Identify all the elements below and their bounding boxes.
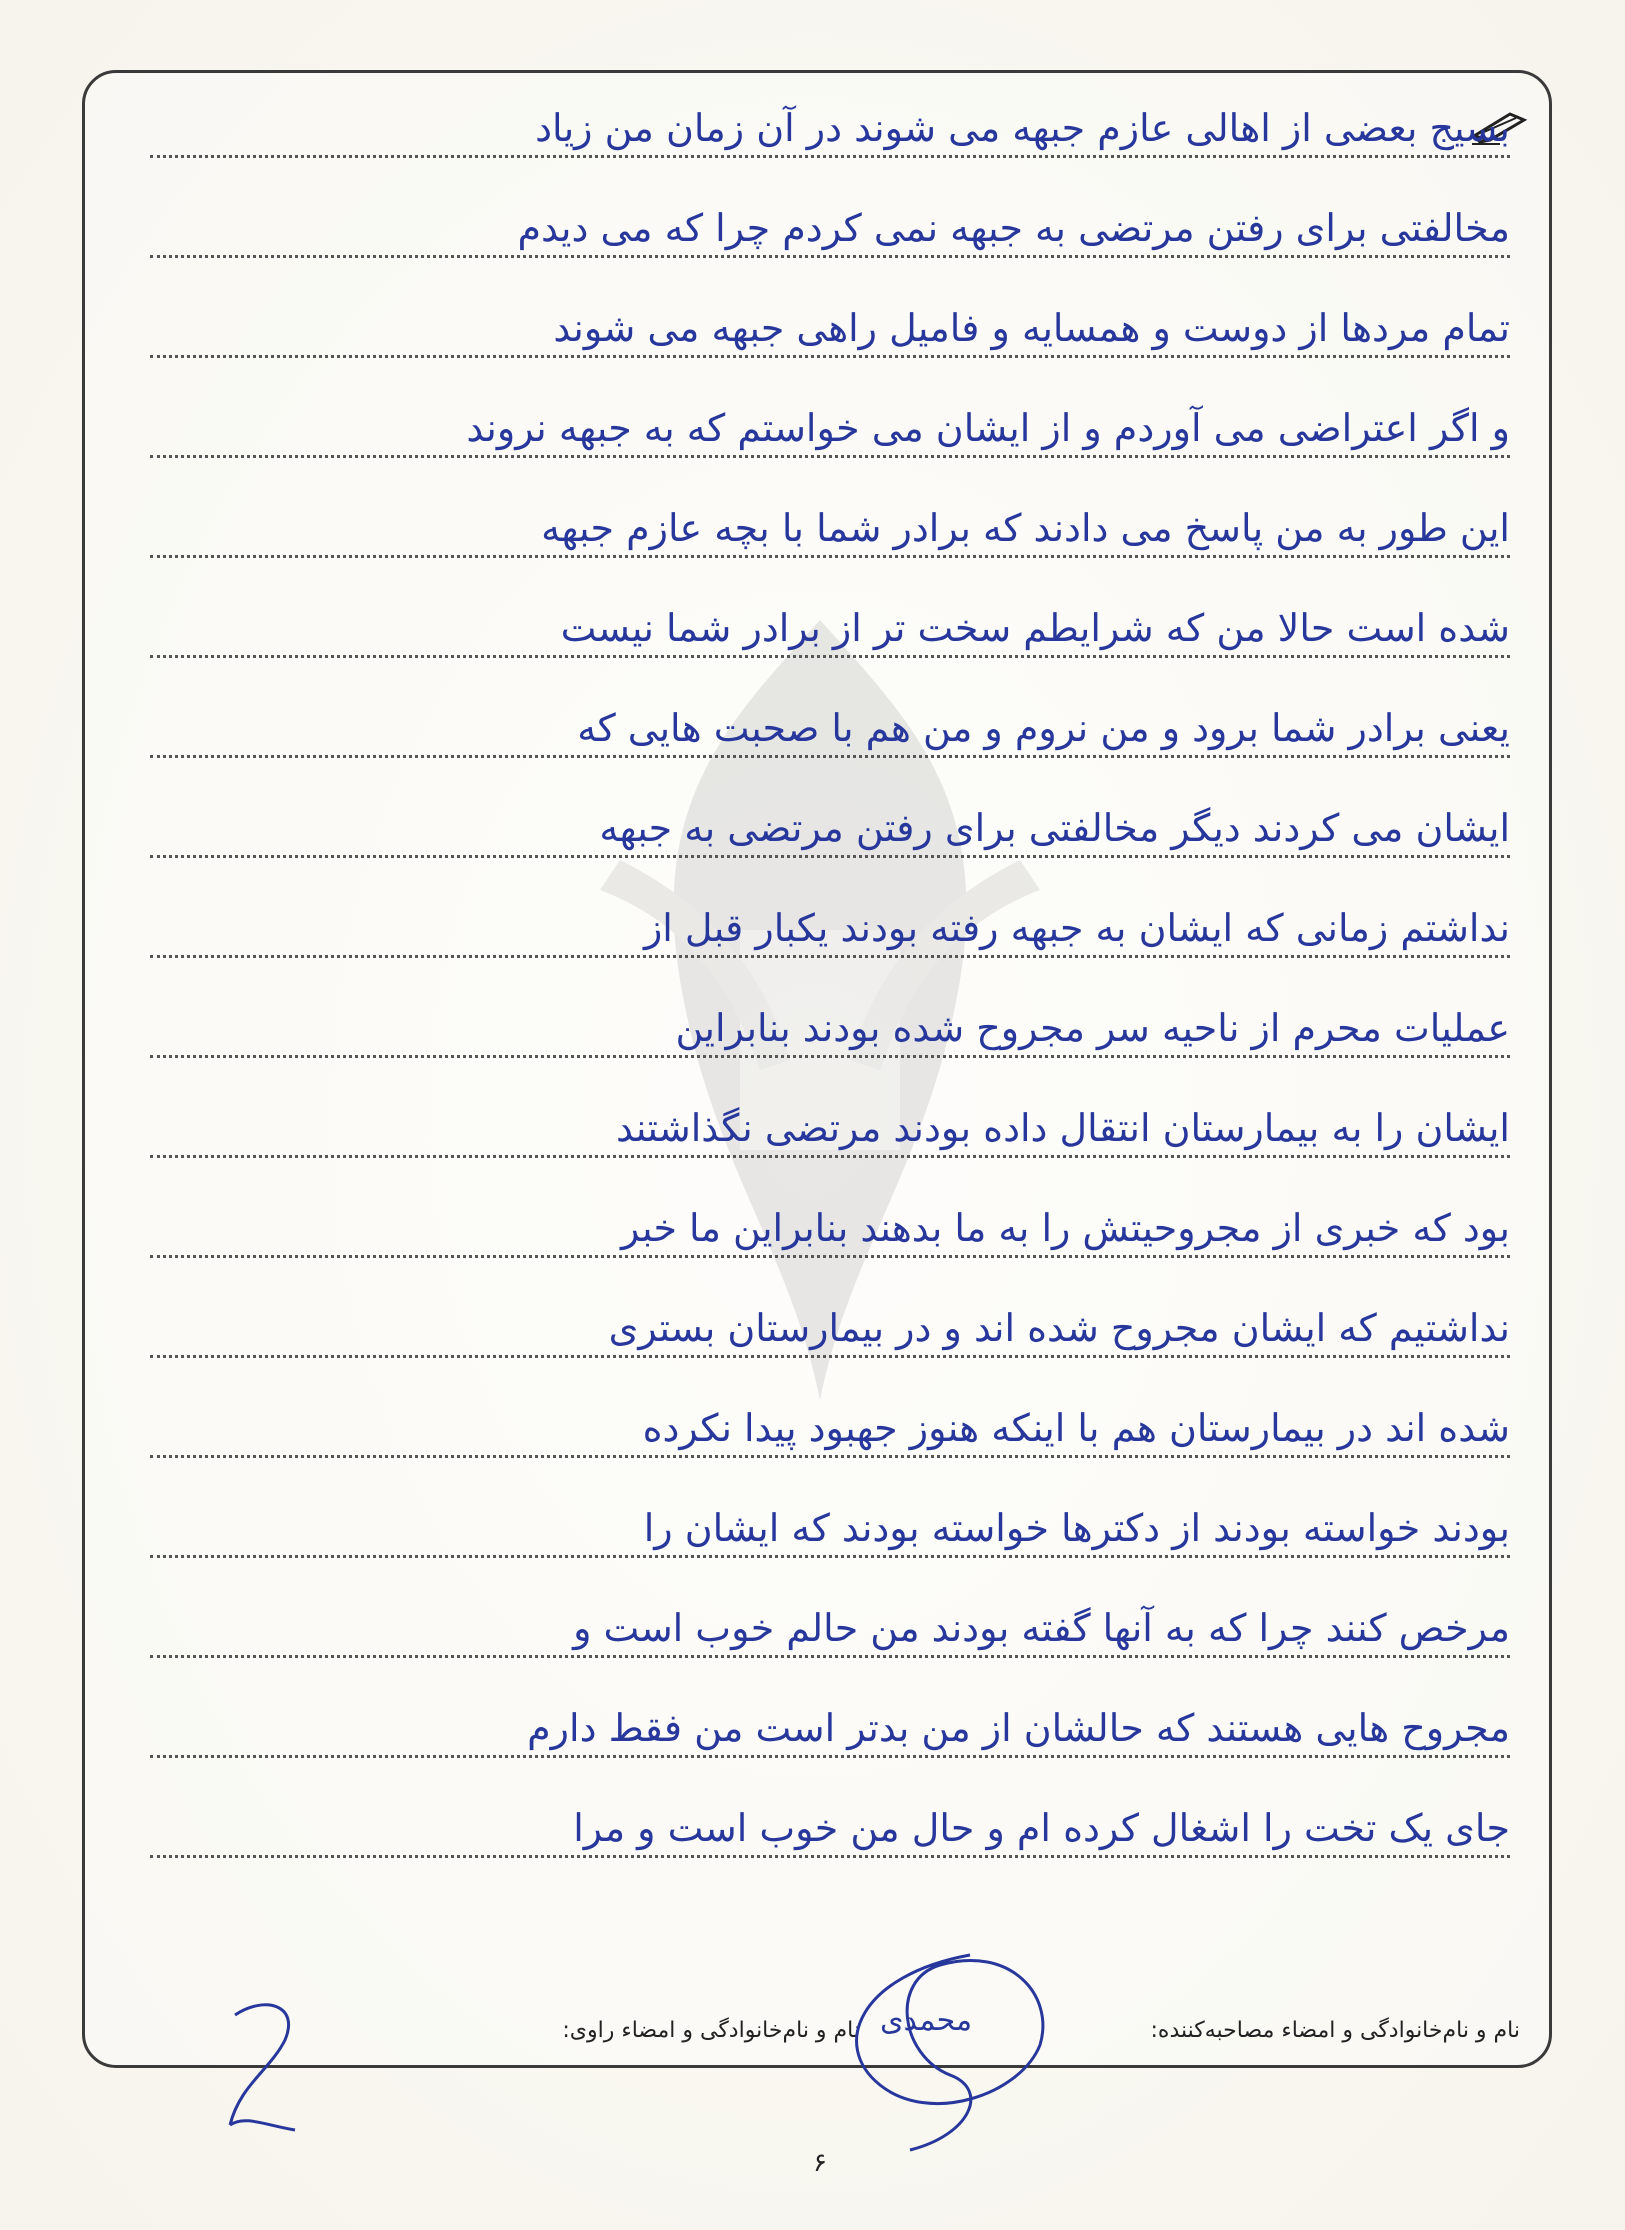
dotted-rule — [150, 355, 1510, 358]
line-text: شده است حالا من که شرایطم سخت تر از برادر شما نیست — [560, 606, 1510, 650]
line-text: نداشتیم که ایشان مجروح شده اند و در بیمارستان بستری — [608, 1306, 1510, 1350]
text-line — [150, 280, 1510, 380]
line-text: شده اند در بیمارستان هم با اینکه هنوز جهبود پیدا نکرده — [642, 1406, 1510, 1450]
text-line — [150, 1180, 1510, 1280]
line-text: ایشان می کردند دیگر مخالفتی برای رفتن مرتضی به جبهه — [599, 806, 1510, 850]
line-text: نداشتم زمانی که ایشان به جبهه رفته بودند یکبار قبل از — [643, 906, 1510, 950]
text-line — [150, 1580, 1510, 1680]
dotted-rule — [150, 1455, 1510, 1458]
page-number: ۶ — [813, 2148, 827, 2178]
dotted-rule — [150, 1655, 1510, 1658]
line-text: بودند خواسته بودند از دکترها خواسته بودند که ایشان را — [643, 1506, 1510, 1550]
handwritten-lines — [150, 80, 1510, 1880]
text-line — [150, 380, 1510, 480]
line-text: یعنی برادر شما برود و من نروم و من هم با صحبت هایی که — [577, 706, 1510, 750]
text-line — [150, 680, 1510, 780]
text-line — [150, 1480, 1510, 1580]
text-line — [150, 1680, 1510, 1780]
text-line — [150, 80, 1510, 180]
dotted-rule — [150, 655, 1510, 658]
dotted-rule — [150, 1055, 1510, 1058]
dotted-rule — [150, 1555, 1510, 1558]
text-line — [150, 1780, 1510, 1880]
narrator-signature — [205, 1985, 325, 2135]
text-line — [150, 1380, 1510, 1480]
line-text: عملیات محرم از ناحیه سر مجروح شده بودند بنابراین — [675, 1006, 1510, 1050]
text-line — [150, 1080, 1510, 1180]
dotted-rule — [150, 155, 1510, 158]
line-text: مرخص کنند چرا که به آنها گفته بودند من حالم خوب است و — [573, 1606, 1510, 1650]
narrator-signature-label: نام و نام‌خانوادگی و امضاء راوی: — [562, 2018, 860, 2043]
signature-name-text: محمدی — [880, 2003, 973, 2038]
dotted-rule — [150, 1255, 1510, 1258]
text-line — [150, 180, 1510, 280]
line-text: تمام مردها از دوست و همسایه و فامیل راهی جبهه می شوند — [553, 306, 1510, 350]
line-text: جای یک تخت را اشغال کرده ام و حال من خوب است و مرا — [573, 1806, 1510, 1850]
text-line — [150, 780, 1510, 880]
dotted-rule — [150, 955, 1510, 958]
dotted-rule — [150, 855, 1510, 858]
dotted-rule — [150, 255, 1510, 258]
line-text: ایشان را به بیمارستان انتقال داده بودند مرتضی نگذاشتند — [615, 1106, 1510, 1150]
dotted-rule — [150, 555, 1510, 558]
dotted-rule — [150, 1355, 1510, 1358]
line-text: و اگر اعتراضی می آوردم و از ایشان می خواستم که به جبهه نروند — [466, 406, 1510, 450]
dotted-rule — [150, 755, 1510, 758]
dotted-rule — [150, 1755, 1510, 1758]
dotted-rule — [150, 1855, 1510, 1858]
text-line — [150, 880, 1510, 980]
dotted-rule — [150, 455, 1510, 458]
dotted-rule — [150, 1155, 1510, 1158]
line-text: بود که خبری از مجروحیتش را به ما بدهند بنابراین ما خبر — [621, 1206, 1510, 1250]
interviewer-signature — [820, 1935, 1060, 2165]
line-text: این طور به من پاسخ می دادند که برادر شما با بچه عازم جبهه — [541, 506, 1510, 550]
text-line — [150, 580, 1510, 680]
line-text: مخالفتی برای رفتن مرتضی به جبهه نمی کردم چرا که می دیدم — [517, 206, 1510, 250]
line-text: مجروح هایی هستند که حالشان از من بدتر است من فقط دارم — [527, 1706, 1510, 1750]
text-line — [150, 480, 1510, 580]
line-text: بسیج بعضی از اهالی عازم جبهه می شوند در آن زمان من زیاد — [535, 106, 1510, 150]
text-line — [150, 980, 1510, 1080]
interviewer-signature-label: نام و نام‌خانوادگی و امضاء مصاحبه‌کننده: — [1150, 2018, 1520, 2043]
text-line — [150, 1280, 1510, 1380]
